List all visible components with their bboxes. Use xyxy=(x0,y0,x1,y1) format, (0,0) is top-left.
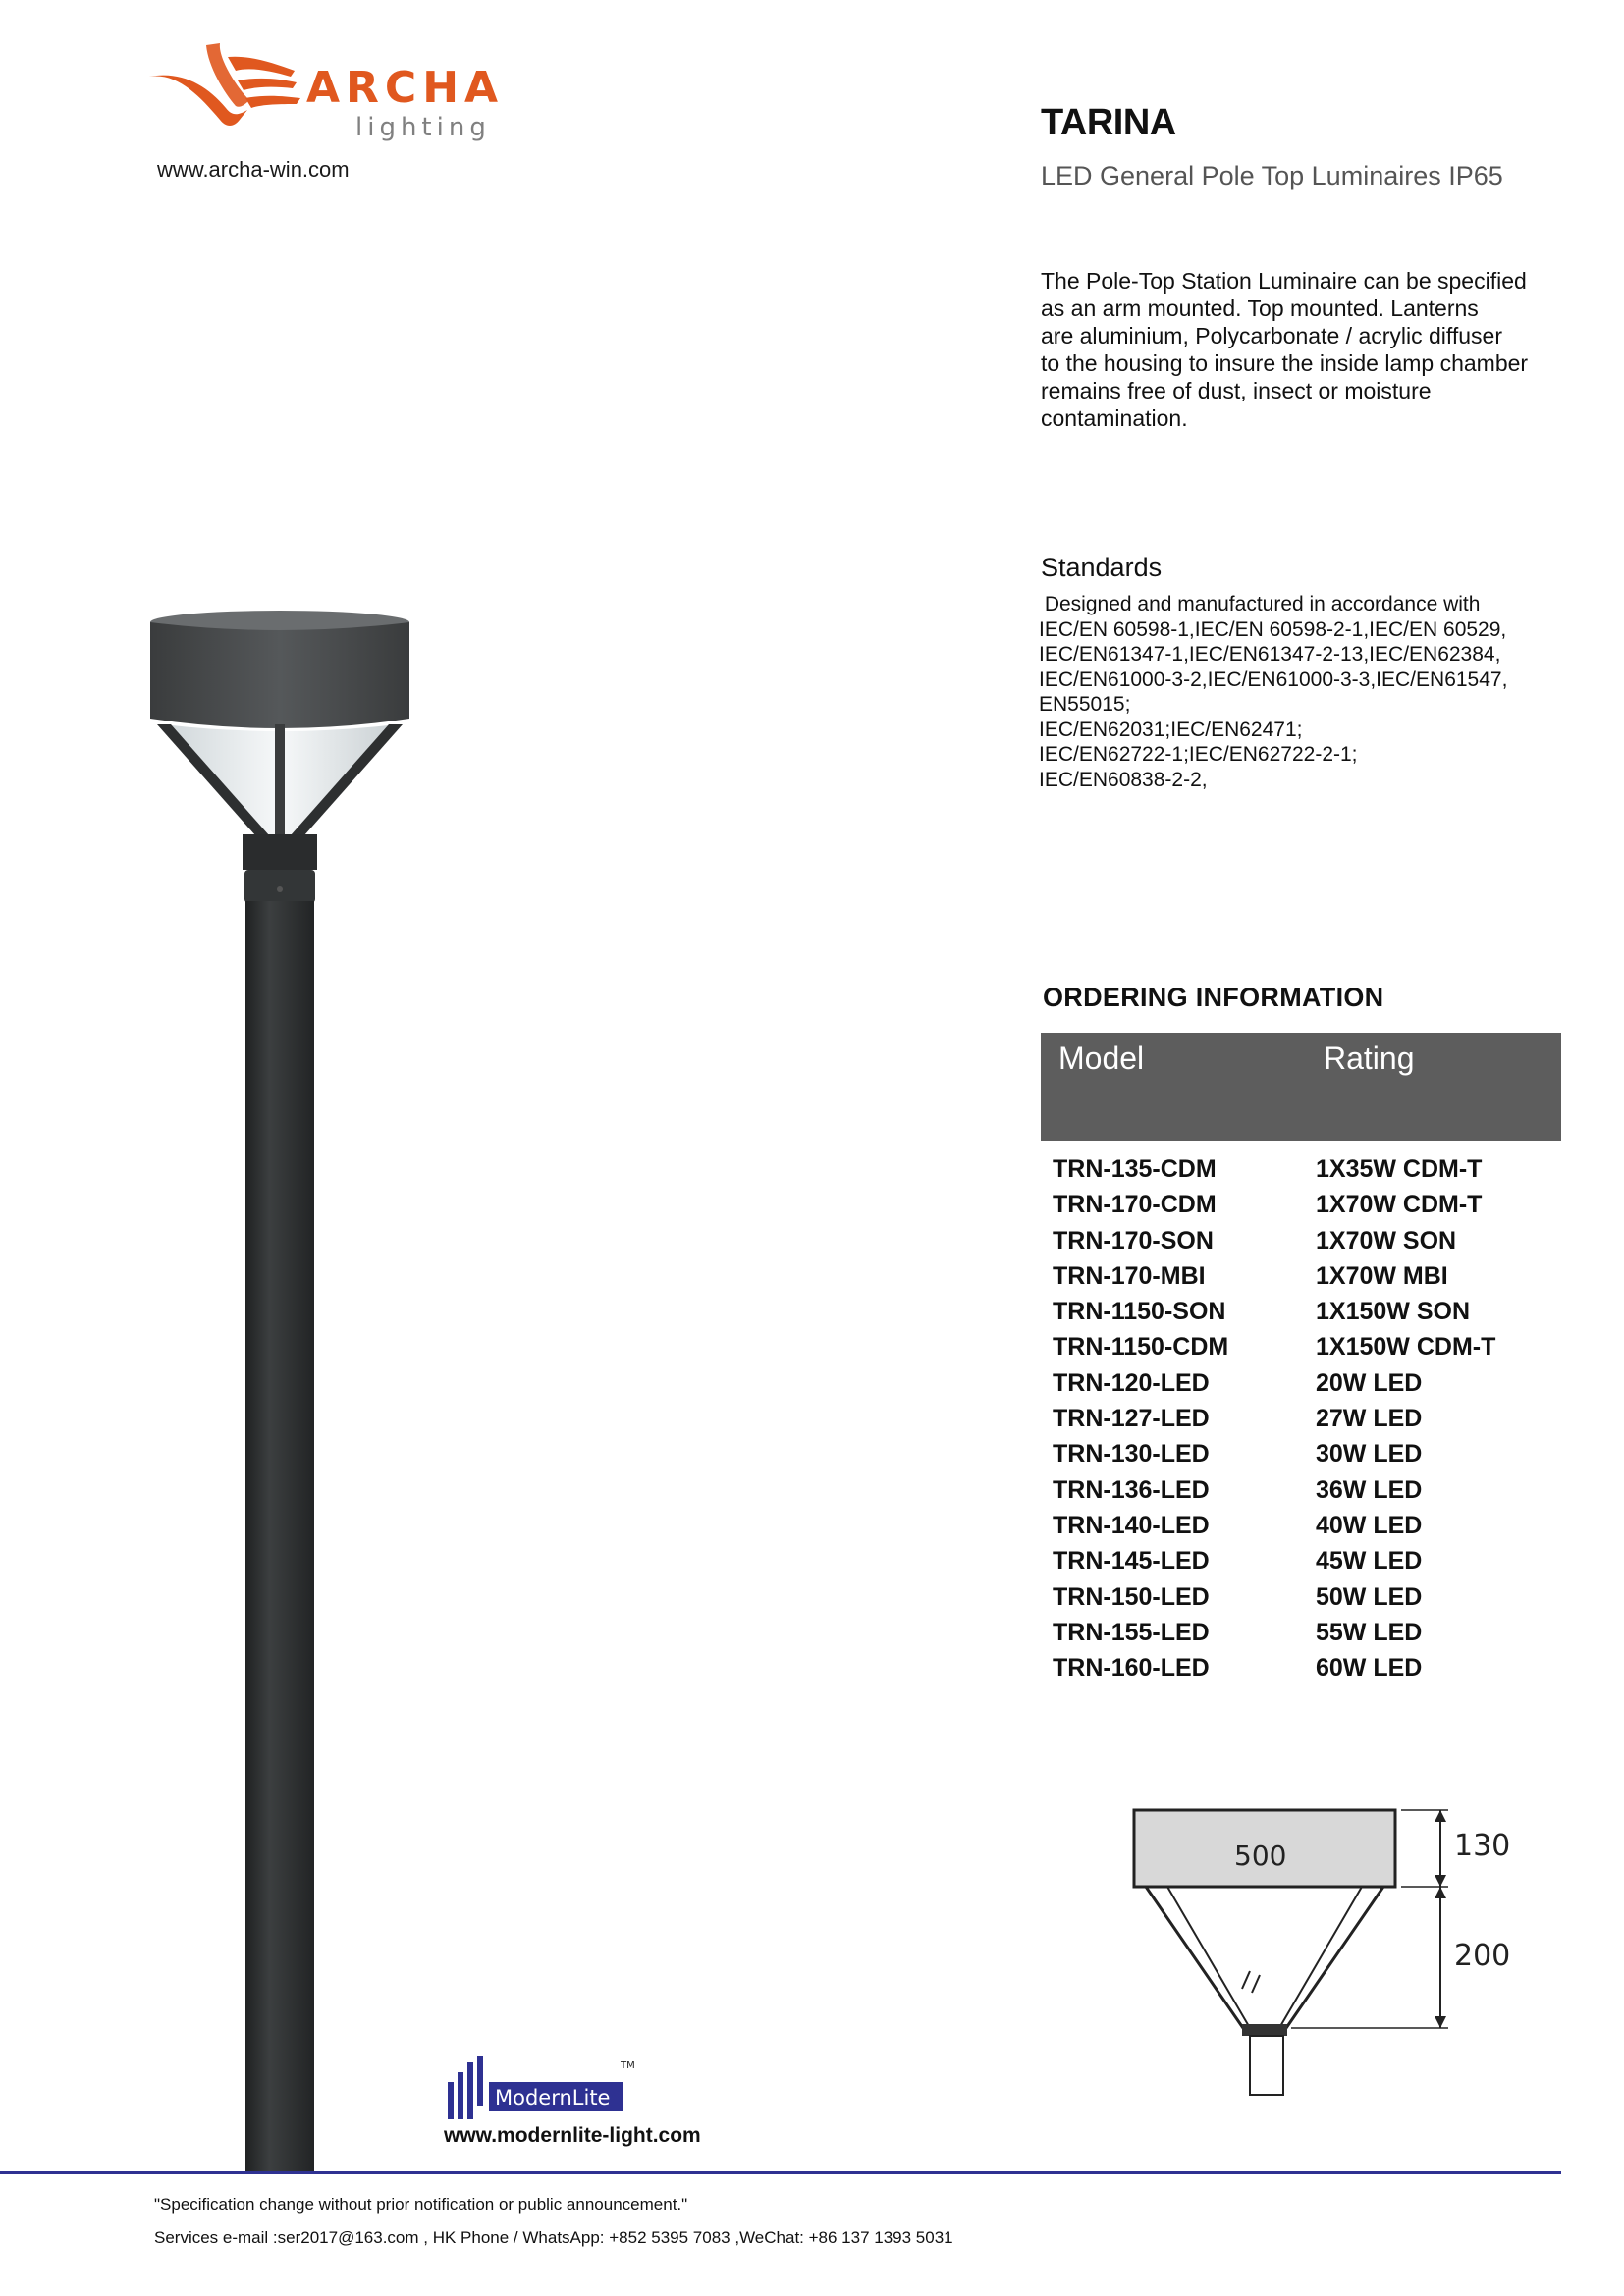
archa-logo xyxy=(147,37,520,147)
luminaire-product-image xyxy=(147,609,412,2174)
ordering-heading: ORDERING INFORMATION xyxy=(1043,983,1384,1012)
rating-cell: 45W LED xyxy=(1316,1547,1423,1575)
product-description xyxy=(1041,267,1591,432)
model-cell: TRN-155-LED xyxy=(1053,1618,1210,1646)
model-cell: TRN-150-LED xyxy=(1053,1582,1210,1611)
ordering-table-header xyxy=(1041,1033,1561,1141)
dimension-head-height-label: 130 xyxy=(1454,1829,1511,1863)
model-cell: TRN-170-MBI xyxy=(1053,1261,1206,1290)
rating-cell: 1X150W CDM-T xyxy=(1316,1333,1496,1362)
model-cell: TRN-140-LED xyxy=(1053,1511,1210,1539)
model-cell: TRN-130-LED xyxy=(1053,1440,1210,1468)
dimension-width-label: 500 xyxy=(1234,1840,1287,1872)
dimension-diffuser-height-label: 200 xyxy=(1454,1939,1511,1973)
archa-brand-text: ARCHA xyxy=(306,63,505,113)
description-line: contamination. xyxy=(1041,405,1188,431)
rating-cell: 20W LED xyxy=(1316,1368,1423,1397)
rating-cell: 60W LED xyxy=(1316,1654,1423,1682)
standards-line: EN55015; xyxy=(1039,693,1131,716)
standards-list xyxy=(1039,592,1589,792)
table-row xyxy=(1053,1547,1563,1582)
table-row xyxy=(1053,1298,1563,1333)
modernlite-brand-text: ModernLite xyxy=(495,2086,611,2109)
table-row xyxy=(1053,1191,1563,1226)
description-line: remains free of dust, insect or moisture xyxy=(1041,378,1432,403)
rating-cell: 1X70W SON xyxy=(1316,1226,1457,1255)
description-line: are aluminium, Polycarbonate / acrylic diffuser xyxy=(1041,323,1503,348)
table-row xyxy=(1053,1583,1563,1619)
product-title: TARINA xyxy=(1041,102,1176,143)
model-cell: TRN-170-CDM xyxy=(1053,1191,1217,1219)
model-cell: TRN-136-LED xyxy=(1053,1475,1210,1504)
footer-contact: Services e-mail :ser2017@163.com , HK Phone / WhatsApp: +852 5395 7083 ,WeChat: +86 137 1393 5031 xyxy=(154,2228,953,2247)
model-cell: TRN-1150-SON xyxy=(1053,1298,1226,1326)
ordering-table-body xyxy=(1053,1155,1563,1689)
model-cell: TRN-127-LED xyxy=(1053,1405,1210,1433)
column-header-model: Model xyxy=(1058,1041,1145,1076)
description-line: The Pole-Top Station Luminaire can be specified xyxy=(1041,268,1527,294)
table-row xyxy=(1053,1440,1563,1475)
rating-cell: 40W LED xyxy=(1316,1511,1423,1539)
product-subtitle: LED General Pole Top Luminaires IP65 xyxy=(1041,161,1503,190)
standards-line: IEC/EN62031;IEC/EN62471; xyxy=(1039,718,1303,741)
rating-cell: 1X150W SON xyxy=(1316,1298,1471,1326)
rating-cell: 27W LED xyxy=(1316,1405,1423,1433)
description-line: to the housing to insure the inside lamp chamber xyxy=(1041,350,1529,376)
table-row xyxy=(1053,1262,1563,1298)
model-cell: TRN-1150-CDM xyxy=(1053,1333,1229,1362)
standards-line: IEC/EN60838-2-2, xyxy=(1039,768,1208,791)
model-cell: TRN-120-LED xyxy=(1053,1368,1210,1397)
modernlite-logo xyxy=(444,2055,640,2123)
rating-cell: 30W LED xyxy=(1316,1440,1423,1468)
standards-line: IEC/EN61347-1,IEC/EN61347-2-13,IEC/EN62384, xyxy=(1039,643,1501,666)
modernlite-trademark: TM xyxy=(621,2060,635,2071)
rating-cell: 55W LED xyxy=(1316,1618,1423,1646)
standards-line: IEC/EN 60598-1,IEC/EN 60598-2-1,IEC/EN 60529, xyxy=(1039,617,1507,641)
standards-line: Designed and manufactured in accordance with xyxy=(1039,593,1481,615)
modernlite-website[interactable]: www.modernlite-light.com xyxy=(444,2124,701,2147)
table-row xyxy=(1053,1405,1563,1440)
model-cell: TRN-145-LED xyxy=(1053,1547,1210,1575)
model-cell: TRN-170-SON xyxy=(1053,1226,1214,1255)
table-row xyxy=(1053,1369,1563,1405)
company-website[interactable]: www.archa-win.com xyxy=(157,157,350,182)
rating-cell: 50W LED xyxy=(1316,1582,1423,1611)
dimension-drawing xyxy=(1124,1796,1517,2120)
rating-cell: 1X70W MBI xyxy=(1316,1261,1448,1290)
table-row xyxy=(1053,1512,1563,1547)
table-row xyxy=(1053,1654,1563,1689)
standards-line: IEC/EN61000-3-2,IEC/EN61000-3-3,IEC/EN61547, xyxy=(1039,667,1508,691)
table-row xyxy=(1053,1227,1563,1262)
table-row xyxy=(1053,1333,1563,1368)
rating-cell: 36W LED xyxy=(1316,1475,1423,1504)
footer-disclaimer: "Specification change without prior notification or public announcement." xyxy=(154,2195,688,2214)
archa-tagline-text: lighting xyxy=(355,113,491,142)
description-line: as an arm mounted. Top mounted. Lanterns xyxy=(1041,295,1479,321)
table-row xyxy=(1053,1476,1563,1512)
archa-swoosh-icon xyxy=(149,43,300,126)
model-cell: TRN-135-CDM xyxy=(1053,1155,1217,1183)
rating-cell: 1X35W CDM-T xyxy=(1316,1155,1483,1183)
table-row xyxy=(1053,1155,1563,1191)
model-cell: TRN-160-LED xyxy=(1053,1654,1210,1682)
rating-cell: 1X70W CDM-T xyxy=(1316,1191,1483,1219)
standards-line: IEC/EN62722-1;IEC/EN62722-2-1; xyxy=(1039,743,1358,766)
modernlite-bars-icon xyxy=(448,2056,483,2119)
footer-divider xyxy=(0,2171,1561,2174)
table-row xyxy=(1053,1619,1563,1654)
standards-heading: Standards xyxy=(1041,553,1163,582)
column-header-rating: Rating xyxy=(1324,1041,1415,1076)
